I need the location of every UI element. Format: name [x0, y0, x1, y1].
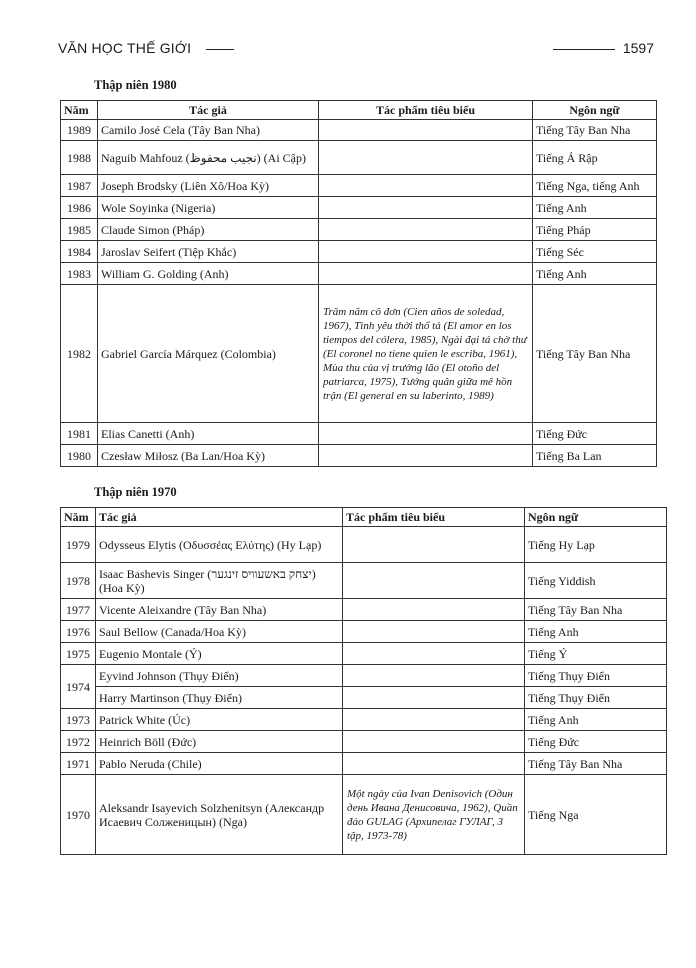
author-cell: Gabriel García Márquez (Colombia): [98, 285, 319, 423]
work-cell: [319, 120, 533, 141]
language-cell: Tiếng Đức: [525, 731, 667, 753]
language-cell: Tiếng Nga: [525, 775, 667, 855]
author-cell: William G. Golding (Anh): [98, 263, 319, 285]
work-cell: Một ngày của Ivan Denisovich (Один день Ивана Денисовича, 1962), Quần đảo GULAG (Архипелаг ГУЛАГ, 3 tập, 1973-78): [343, 775, 525, 855]
year-cell: 1984: [61, 241, 98, 263]
header-rule: [206, 49, 234, 50]
table-row: [61, 175, 657, 197]
year-cell: 1989: [61, 120, 98, 141]
year-cell: 1986: [61, 197, 98, 219]
table-row: [61, 731, 667, 753]
author-cell: Eyvind Johnson (Thụy Điển): [96, 665, 343, 687]
language-cell: Tiếng Séc: [533, 241, 657, 263]
year-cell: 1987: [61, 175, 98, 197]
year-cell: 1980: [61, 445, 98, 467]
column-header-language: Ngôn ngữ: [533, 101, 657, 120]
table-row: [61, 775, 667, 855]
table-row: [61, 709, 667, 731]
language-cell: Tiếng Nga, tiếng Anh: [533, 175, 657, 197]
year-cell: 1988: [61, 141, 98, 175]
section-title-1980: Thập niên 1980: [94, 78, 177, 92]
work-cell: [343, 599, 525, 621]
year-cell: 1973: [61, 709, 96, 731]
language-cell: Tiếng Anh: [533, 263, 657, 285]
work-cell: [343, 665, 525, 687]
table-row: [61, 621, 667, 643]
author-cell: Joseph Brodsky (Liên Xô/Hoa Kỳ): [98, 175, 319, 197]
table-row: [61, 219, 657, 241]
language-cell: Tiếng Anh: [525, 621, 667, 643]
column-header-author: Tác giả: [98, 101, 319, 120]
language-cell: Tiếng Thụy Điển: [525, 687, 667, 709]
table-1980: [60, 100, 657, 467]
section-title-1970: Thập niên 1970: [94, 485, 177, 499]
year-cell: 1977: [61, 599, 96, 621]
language-cell: Tiếng Tây Ban Nha: [525, 753, 667, 775]
year-cell: 1974: [61, 665, 96, 709]
year-cell: 1972: [61, 731, 96, 753]
table-row: [61, 423, 657, 445]
year-cell: 1979: [61, 527, 96, 563]
author-cell: Pablo Neruda (Chile): [96, 753, 343, 775]
table-row: [61, 665, 667, 687]
table-row: [61, 753, 667, 775]
author-cell: Aleksandr Isayevich Solzhenitsyn (Александр Исаевич Солженицын) (Nga): [96, 775, 343, 855]
author-cell: Wole Soyinka (Nigeria): [98, 197, 319, 219]
year-cell: 1978: [61, 563, 96, 599]
running-header-title: VĂN HỌC THẾ GIỚI: [58, 40, 192, 56]
work-cell: [343, 621, 525, 643]
language-cell: Tiếng Ả Rập: [533, 141, 657, 175]
work-cell: [343, 643, 525, 665]
author-cell: Saul Bellow (Canada/Hoa Kỳ): [96, 621, 343, 643]
table-row: [61, 599, 667, 621]
table-row: [61, 643, 667, 665]
header-rule: [553, 49, 615, 50]
author-cell: Odysseus Elytis (Οδυσσέας Ελύτης) (Hy Lạp): [96, 527, 343, 563]
table-row: [61, 527, 667, 563]
author-cell: Harry Martinson (Thụy Điển): [96, 687, 343, 709]
table-row: [61, 563, 667, 599]
language-cell: Tiếng Tây Ban Nha: [533, 120, 657, 141]
work-cell: [343, 731, 525, 753]
work-cell: [319, 141, 533, 175]
work-cell: [319, 197, 533, 219]
table-row: [61, 141, 657, 175]
table-row: [61, 263, 657, 285]
author-cell: Naguib Mahfouz (نجيب محفوظ) (Ai Cập): [98, 141, 319, 175]
column-header-year: Năm: [61, 508, 96, 527]
language-cell: Tiếng Yiddish: [525, 563, 667, 599]
author-cell: Vicente Aleixandre (Tây Ban Nha): [96, 599, 343, 621]
language-cell: Tiếng Ý: [525, 643, 667, 665]
work-cell: [319, 263, 533, 285]
language-cell: Tiếng Ba Lan: [533, 445, 657, 467]
author-cell: Jaroslav Seifert (Tiệp Khắc): [98, 241, 319, 263]
work-cell: [319, 175, 533, 197]
author-cell: Heinrich Böll (Đức): [96, 731, 343, 753]
author-cell: Patrick White (Úc): [96, 709, 343, 731]
year-cell: 1985: [61, 219, 98, 241]
work-cell: [343, 563, 525, 599]
work-cell: [319, 423, 533, 445]
work-cell: [343, 527, 525, 563]
language-cell: Tiếng Anh: [525, 709, 667, 731]
year-cell: 1976: [61, 621, 96, 643]
year-cell: 1981: [61, 423, 98, 445]
work-cell: [319, 219, 533, 241]
table-header-row: [61, 508, 667, 527]
year-cell: 1975: [61, 643, 96, 665]
language-cell: Tiếng Anh: [533, 197, 657, 219]
work-cell: [343, 687, 525, 709]
running-header: [58, 40, 654, 58]
work-cell: [319, 445, 533, 467]
author-cell: Czesław Miłosz (Ba Lan/Hoa Kỳ): [98, 445, 319, 467]
table-row: [61, 445, 657, 467]
author-cell: Elias Canetti (Anh): [98, 423, 319, 445]
language-cell: Tiếng Đức: [533, 423, 657, 445]
table-row: [61, 197, 657, 219]
language-cell: Tiếng Tây Ban Nha: [525, 599, 667, 621]
column-header-year: Năm: [61, 101, 98, 120]
year-cell: 1971: [61, 753, 96, 775]
table-row: [61, 241, 657, 263]
work-cell: Trăm năm cô đơn (Cien años de soledad, 1967), Tình yêu thời thổ tả (El amor en los tiempos del cólera, 1985), Ngài đại tá chờ thư (El coronel no tiene quien le escriba, 1961), Mùa thu của vị trưởng lão (El otoño del patriarca, 1975), Tướng quân giữa mê hồn trận (El general en su laberinto, 1989): [319, 285, 533, 423]
table-row: [61, 687, 667, 709]
author-cell: Camilo José Cela (Tây Ban Nha): [98, 120, 319, 141]
column-header-language: Ngôn ngữ: [525, 508, 667, 527]
work-cell: [343, 709, 525, 731]
page-number: 1597: [622, 40, 654, 56]
work-cell: [343, 753, 525, 775]
year-cell: 1983: [61, 263, 98, 285]
column-header-work: Tác phẩm tiêu biểu: [343, 508, 525, 527]
year-cell: 1970: [61, 775, 96, 855]
table-row: [61, 285, 657, 423]
language-cell: Tiếng Thụy Điển: [525, 665, 667, 687]
table-header-row: [61, 101, 657, 120]
table-1970: [60, 507, 667, 855]
table-row: [61, 120, 657, 141]
column-header-work: Tác phẩm tiêu biểu: [319, 101, 533, 120]
language-cell: Tiếng Pháp: [533, 219, 657, 241]
work-cell: [319, 241, 533, 263]
author-cell: Eugenio Montale (Ý): [96, 643, 343, 665]
column-header-author: Tác giả: [96, 508, 343, 527]
language-cell: Tiếng Tây Ban Nha: [533, 285, 657, 423]
author-cell: Claude Simon (Pháp): [98, 219, 319, 241]
author-cell: Isaac Bashevis Singer (יצחק באשעוויס זינגער) (Hoa Kỳ): [96, 563, 343, 599]
year-cell: 1982: [61, 285, 98, 423]
language-cell: Tiếng Hy Lạp: [525, 527, 667, 563]
